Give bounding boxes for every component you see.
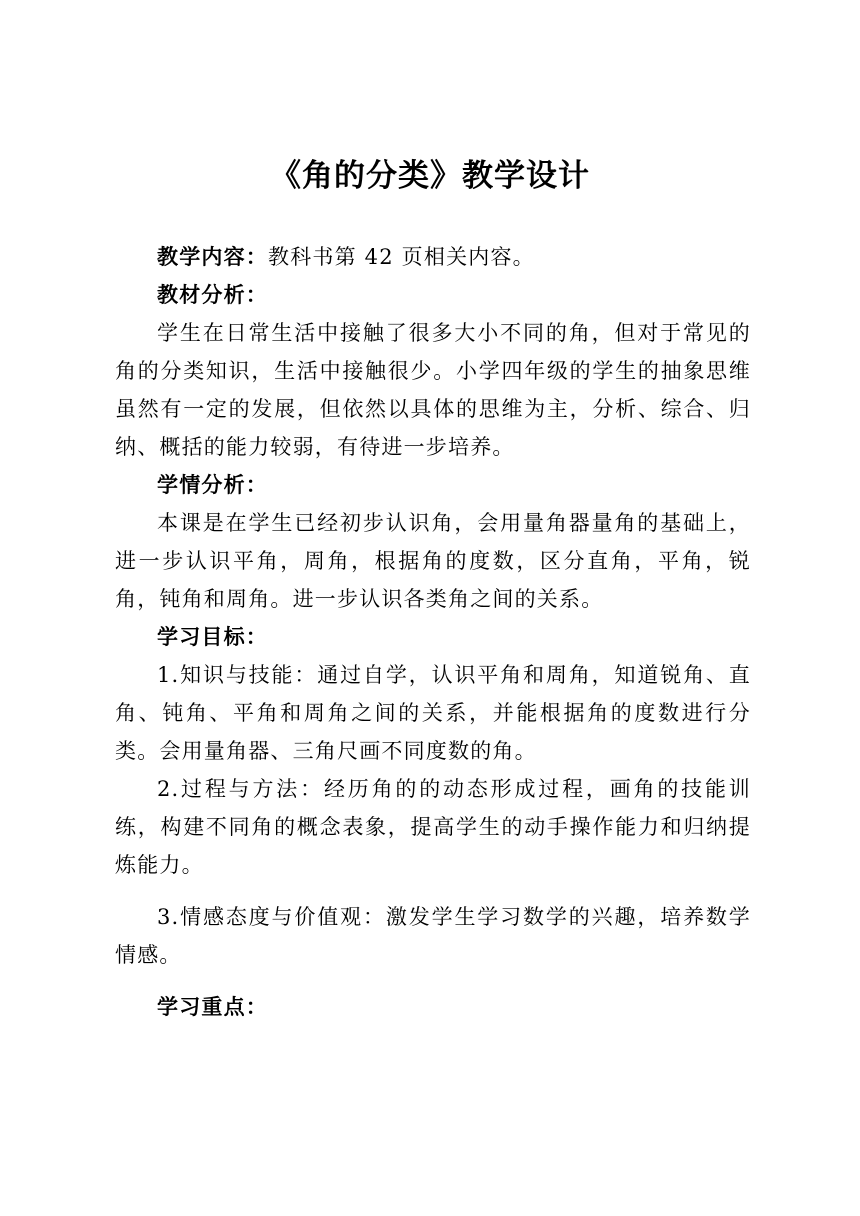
learner-text: 本课是在学生已经初步认识角，会用量角器量角的基础上，进一步认识平角，周角，根据角的度数，区分直角，平角，锐角，钝角和周角。进一步认识各类角之间的关系。 — [115, 511, 751, 611]
goal-2-text: 2.过程与方法：经历角的的动态形成过程，画角的技能训练，构建不同角的概念表象，提高学生的动手操作能力和归纳提炼能力。 — [115, 777, 751, 877]
document-body — [115, 238, 751, 1026]
goals-heading: 学习目标： — [157, 625, 268, 649]
key-points-heading: 学习重点： — [157, 995, 268, 1019]
learner-heading: 学情分析： — [157, 473, 268, 497]
material-heading: 教材分析： — [157, 283, 268, 307]
content-label: 教学内容： — [157, 245, 268, 269]
goal-3-text: 3.情感态度与价值观：激发学生学习数学的兴趣，培养数学情感。 — [115, 905, 751, 967]
goal-1-text: 1.知识与技能：通过自学，认识平角和周角，知道锐角、直角、钝角、平角和周角之间的关系，并能根据角的度数进行分类。会用量角器、三角尺画不同度数的角。 — [115, 663, 751, 763]
content-paragraph — [115, 238, 751, 276]
material-text: 学生在日常生活中接触了很多大小不同的角，但对于常见的角的分类知识，生活中接触很少。小学四年级的学生的抽象思维虽然有一定的发展，但依然以具体的思维为主，分析、综合、归纳、概括的能力较弱，有待进一步培养。 — [115, 321, 751, 459]
content-text: 教科书第 42 页相关内容。 — [268, 245, 535, 269]
document-title: 《角的分类》教学设计 — [270, 158, 590, 194]
